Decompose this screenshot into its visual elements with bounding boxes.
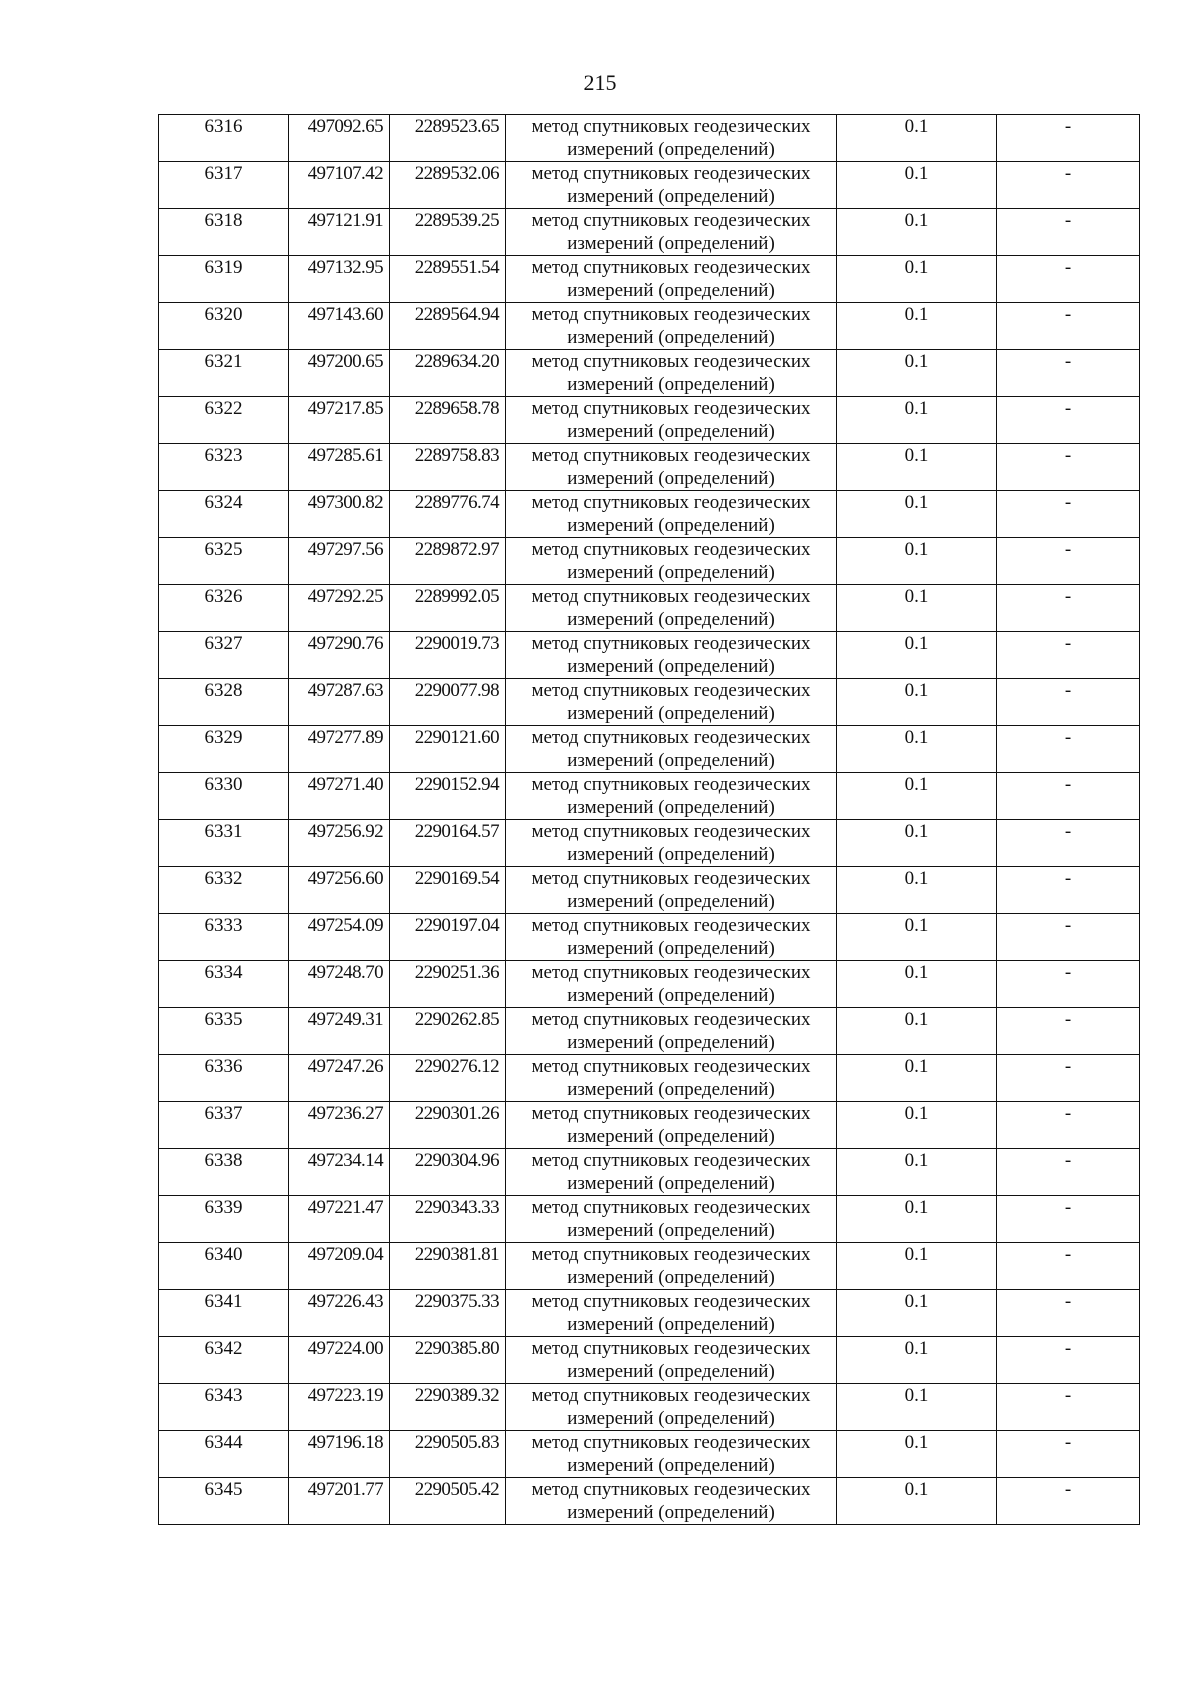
x-coordinate-cell: 497234.14 (289, 1149, 390, 1196)
accuracy-cell: 0.1 (837, 209, 997, 256)
table-row (159, 1337, 1140, 1384)
method-line-2: измерений (определений) (567, 327, 775, 348)
table-row (159, 209, 1140, 256)
point-number-cell: 6345 (159, 1478, 289, 1525)
note-cell: - (997, 1102, 1140, 1149)
y-coordinate-cell: 2289992.05 (390, 585, 506, 632)
x-coordinate-cell: 497107.42 (289, 162, 390, 209)
method-line-1: метод спутниковых геодезических (531, 1338, 811, 1359)
x-coordinate-cell: 497132.95 (289, 256, 390, 303)
x-coordinate-cell: 497092.65 (289, 115, 390, 162)
method-cell (506, 914, 837, 961)
method-line-2: измерений (определений) (567, 1267, 775, 1288)
method-line-1: метод спутниковых геодезических (531, 633, 811, 654)
point-number-cell: 6331 (159, 820, 289, 867)
table-row (159, 1243, 1140, 1290)
note-cell: - (997, 914, 1140, 961)
method-cell (506, 1008, 837, 1055)
note-cell: - (997, 726, 1140, 773)
point-number-cell: 6330 (159, 773, 289, 820)
note-cell: - (997, 1243, 1140, 1290)
x-coordinate-cell: 497209.04 (289, 1243, 390, 1290)
accuracy-cell: 0.1 (837, 726, 997, 773)
note-cell: - (997, 1196, 1140, 1243)
table-row (159, 1008, 1140, 1055)
method-line-2: измерений (определений) (567, 1079, 775, 1100)
accuracy-cell: 0.1 (837, 538, 997, 585)
y-coordinate-cell: 2290389.32 (390, 1384, 506, 1431)
method-cell (506, 444, 837, 491)
point-number-cell: 6320 (159, 303, 289, 350)
note-cell: - (997, 1431, 1140, 1478)
point-number-cell: 6337 (159, 1102, 289, 1149)
accuracy-cell: 0.1 (837, 914, 997, 961)
x-coordinate-cell: 497256.60 (289, 867, 390, 914)
x-coordinate-cell: 497121.91 (289, 209, 390, 256)
note-cell: - (997, 1337, 1140, 1384)
note-cell: - (997, 162, 1140, 209)
method-cell (506, 1337, 837, 1384)
method-cell (506, 679, 837, 726)
method-line-1: метод спутниковых геодезических (531, 351, 811, 372)
method-line-2: измерений (определений) (567, 1173, 775, 1194)
y-coordinate-cell: 2290152.94 (390, 773, 506, 820)
x-coordinate-cell: 497217.85 (289, 397, 390, 444)
accuracy-cell: 0.1 (837, 491, 997, 538)
x-coordinate-cell: 497247.26 (289, 1055, 390, 1102)
method-line-1: метод спутниковых геодезических (531, 680, 811, 701)
note-cell: - (997, 1055, 1140, 1102)
point-number-cell: 6344 (159, 1431, 289, 1478)
method-line-2: измерений (определений) (567, 1408, 775, 1429)
method-line-2: измерений (определений) (567, 280, 775, 301)
note-cell: - (997, 1478, 1140, 1525)
point-number-cell: 6317 (159, 162, 289, 209)
x-coordinate-cell: 497221.47 (289, 1196, 390, 1243)
method-line-2: измерений (определений) (567, 891, 775, 912)
method-line-2: измерений (определений) (567, 515, 775, 536)
method-line-1: метод спутниковых геодезических (531, 1056, 811, 1077)
accuracy-cell: 0.1 (837, 303, 997, 350)
point-number-cell: 6342 (159, 1337, 289, 1384)
point-number-cell: 6324 (159, 491, 289, 538)
method-line-2: измерений (определений) (567, 750, 775, 771)
x-coordinate-cell: 497285.61 (289, 444, 390, 491)
point-number-cell: 6318 (159, 209, 289, 256)
y-coordinate-cell: 2289539.25 (390, 209, 506, 256)
table-row (159, 773, 1140, 820)
method-line-1: метод спутниковых геодезических (531, 1197, 811, 1218)
table-row (159, 820, 1140, 867)
point-number-cell: 6322 (159, 397, 289, 444)
table-row (159, 350, 1140, 397)
method-line-1: метод спутниковых геодезических (531, 962, 811, 983)
method-line-2: измерений (определений) (567, 374, 775, 395)
y-coordinate-cell: 2290301.26 (390, 1102, 506, 1149)
note-cell: - (997, 303, 1140, 350)
table-row (159, 1102, 1140, 1149)
point-number-cell: 6338 (159, 1149, 289, 1196)
method-line-1: метод спутниковых геодезических (531, 821, 811, 842)
note-cell: - (997, 1149, 1140, 1196)
x-coordinate-cell: 497256.92 (289, 820, 390, 867)
method-line-2: измерений (определений) (567, 468, 775, 489)
point-number-cell: 6327 (159, 632, 289, 679)
method-line-2: измерений (определений) (567, 1220, 775, 1241)
y-coordinate-cell: 2289872.97 (390, 538, 506, 585)
accuracy-cell: 0.1 (837, 350, 997, 397)
table-row (159, 1478, 1140, 1525)
table-row (159, 632, 1140, 679)
y-coordinate-cell: 2289634.20 (390, 350, 506, 397)
method-line-1: метод спутниковых геодезических (531, 868, 811, 889)
table-row (159, 538, 1140, 585)
note-cell: - (997, 350, 1140, 397)
table-row (159, 961, 1140, 1008)
method-line-1: метод спутниковых геодезических (531, 727, 811, 748)
method-cell (506, 1055, 837, 1102)
y-coordinate-cell: 2289658.78 (390, 397, 506, 444)
table-row (159, 1196, 1140, 1243)
method-cell (506, 867, 837, 914)
point-number-cell: 6336 (159, 1055, 289, 1102)
x-coordinate-cell: 497200.65 (289, 350, 390, 397)
method-cell (506, 256, 837, 303)
table-row (159, 1149, 1140, 1196)
method-cell (506, 397, 837, 444)
method-line-2: измерений (определений) (567, 844, 775, 865)
x-coordinate-cell: 497248.70 (289, 961, 390, 1008)
x-coordinate-cell: 497223.19 (289, 1384, 390, 1431)
method-line-2: измерений (определений) (567, 1126, 775, 1147)
y-coordinate-cell: 2290381.81 (390, 1243, 506, 1290)
table-row (159, 726, 1140, 773)
x-coordinate-cell: 497300.82 (289, 491, 390, 538)
method-line-2: измерений (определений) (567, 938, 775, 959)
accuracy-cell: 0.1 (837, 679, 997, 726)
table-row (159, 491, 1140, 538)
note-cell: - (997, 444, 1140, 491)
note-cell: - (997, 867, 1140, 914)
note-cell: - (997, 961, 1140, 1008)
method-cell (506, 726, 837, 773)
method-cell (506, 1290, 837, 1337)
y-coordinate-cell: 2290385.80 (390, 1337, 506, 1384)
point-number-cell: 6321 (159, 350, 289, 397)
y-coordinate-cell: 2290262.85 (390, 1008, 506, 1055)
point-number-cell: 6340 (159, 1243, 289, 1290)
accuracy-cell: 0.1 (837, 1008, 997, 1055)
accuracy-cell: 0.1 (837, 256, 997, 303)
x-coordinate-cell: 497143.60 (289, 303, 390, 350)
page-number: 215 (583, 70, 617, 95)
table-row (159, 397, 1140, 444)
accuracy-cell: 0.1 (837, 1431, 997, 1478)
table-row (159, 1055, 1140, 1102)
accuracy-cell: 0.1 (837, 585, 997, 632)
accuracy-cell: 0.1 (837, 961, 997, 1008)
method-line-2: измерений (определений) (567, 562, 775, 583)
method-line-1: метод спутниковых геодезических (531, 116, 811, 137)
point-number-cell: 6341 (159, 1290, 289, 1337)
method-line-1: метод спутниковых геодезических (531, 1150, 811, 1171)
note-cell: - (997, 632, 1140, 679)
note-cell: - (997, 1290, 1140, 1337)
note-cell: - (997, 773, 1140, 820)
y-coordinate-cell: 2289564.94 (390, 303, 506, 350)
note-cell: - (997, 209, 1140, 256)
accuracy-cell: 0.1 (837, 1290, 997, 1337)
method-line-1: метод спутниковых геодезических (531, 257, 811, 278)
y-coordinate-cell: 2290197.04 (390, 914, 506, 961)
method-cell (506, 1384, 837, 1431)
y-coordinate-cell: 2290077.98 (390, 679, 506, 726)
accuracy-cell: 0.1 (837, 397, 997, 444)
x-coordinate-cell: 497254.09 (289, 914, 390, 961)
method-line-1: метод спутниковых геодезических (531, 774, 811, 795)
accuracy-cell: 0.1 (837, 867, 997, 914)
method-line-1: метод спутниковых геодезических (531, 1479, 811, 1500)
table-row (159, 444, 1140, 491)
method-line-2: измерений (определений) (567, 703, 775, 724)
method-line-2: измерений (определений) (567, 797, 775, 818)
method-cell (506, 491, 837, 538)
accuracy-cell: 0.1 (837, 1337, 997, 1384)
accuracy-cell: 0.1 (837, 632, 997, 679)
x-coordinate-cell: 497297.56 (289, 538, 390, 585)
y-coordinate-cell: 2289551.54 (390, 256, 506, 303)
note-cell: - (997, 115, 1140, 162)
y-coordinate-cell: 2289758.83 (390, 444, 506, 491)
table-body (159, 115, 1140, 1525)
method-cell (506, 538, 837, 585)
y-coordinate-cell: 2290164.57 (390, 820, 506, 867)
accuracy-cell: 0.1 (837, 162, 997, 209)
x-coordinate-cell: 497277.89 (289, 726, 390, 773)
y-coordinate-cell: 2289532.06 (390, 162, 506, 209)
accuracy-cell: 0.1 (837, 444, 997, 491)
x-coordinate-cell: 497271.40 (289, 773, 390, 820)
method-cell (506, 1478, 837, 1525)
method-cell (506, 115, 837, 162)
method-line-1: метод спутниковых геодезических (531, 1291, 811, 1312)
point-number-cell: 6316 (159, 115, 289, 162)
method-line-2: измерений (определений) (567, 139, 775, 160)
y-coordinate-cell: 2290251.36 (390, 961, 506, 1008)
note-cell: - (997, 256, 1140, 303)
note-cell: - (997, 397, 1140, 444)
method-line-1: метод спутниковых геодезических (531, 539, 811, 560)
accuracy-cell: 0.1 (837, 1196, 997, 1243)
method-line-2: измерений (определений) (567, 1032, 775, 1053)
x-coordinate-cell: 497201.77 (289, 1478, 390, 1525)
method-line-1: метод спутниковых геодезических (531, 210, 811, 231)
table-row (159, 1384, 1140, 1431)
method-line-2: измерений (определений) (567, 186, 775, 207)
y-coordinate-cell: 2289776.74 (390, 491, 506, 538)
table-row (159, 585, 1140, 632)
table-row (159, 914, 1140, 961)
method-line-1: метод спутниковых геодезических (531, 586, 811, 607)
x-coordinate-cell: 497226.43 (289, 1290, 390, 1337)
method-line-2: измерений (определений) (567, 985, 775, 1006)
y-coordinate-cell: 2290343.33 (390, 1196, 506, 1243)
table-row (159, 679, 1140, 726)
accuracy-cell: 0.1 (837, 1243, 997, 1290)
method-cell (506, 350, 837, 397)
point-number-cell: 6334 (159, 961, 289, 1008)
table-row (159, 115, 1140, 162)
accuracy-cell: 0.1 (837, 1055, 997, 1102)
accuracy-cell: 0.1 (837, 1149, 997, 1196)
accuracy-cell: 0.1 (837, 773, 997, 820)
method-line-1: метод спутниковых геодезических (531, 492, 811, 513)
method-line-1: метод спутниковых геодезических (531, 915, 811, 936)
accuracy-cell: 0.1 (837, 820, 997, 867)
y-coordinate-cell: 2290304.96 (390, 1149, 506, 1196)
method-line-2: измерений (определений) (567, 1455, 775, 1476)
point-number-cell: 6335 (159, 1008, 289, 1055)
table-row (159, 256, 1140, 303)
y-coordinate-cell: 2290276.12 (390, 1055, 506, 1102)
note-cell: - (997, 679, 1140, 726)
point-number-cell: 6343 (159, 1384, 289, 1431)
method-line-1: метод спутниковых геодезических (531, 1244, 811, 1265)
x-coordinate-cell: 497290.76 (289, 632, 390, 679)
point-number-cell: 6325 (159, 538, 289, 585)
y-coordinate-cell: 2290505.83 (390, 1431, 506, 1478)
y-coordinate-cell: 2290121.60 (390, 726, 506, 773)
note-cell: - (997, 585, 1140, 632)
x-coordinate-cell: 497292.25 (289, 585, 390, 632)
point-number-cell: 6323 (159, 444, 289, 491)
method-cell (506, 209, 837, 256)
method-cell (506, 632, 837, 679)
note-cell: - (997, 820, 1140, 867)
coordinates-table (158, 114, 1140, 1525)
method-line-2: измерений (определений) (567, 1502, 775, 1523)
method-line-1: метод спутниковых геодезических (531, 1103, 811, 1124)
accuracy-cell: 0.1 (837, 1102, 997, 1149)
method-line-2: измерений (определений) (567, 609, 775, 630)
x-coordinate-cell: 497236.27 (289, 1102, 390, 1149)
method-cell (506, 1149, 837, 1196)
method-line-1: метод спутниковых геодезических (531, 304, 811, 325)
accuracy-cell: 0.1 (837, 1478, 997, 1525)
method-line-2: измерений (определений) (567, 656, 775, 677)
method-line-2: измерений (определений) (567, 1361, 775, 1382)
y-coordinate-cell: 2290019.73 (390, 632, 506, 679)
note-cell: - (997, 538, 1140, 585)
method-line-1: метод спутниковых геодезических (531, 163, 811, 184)
method-line-2: измерений (определений) (567, 1314, 775, 1335)
method-cell (506, 773, 837, 820)
method-cell (506, 820, 837, 867)
note-cell: - (997, 491, 1140, 538)
x-coordinate-cell: 497196.18 (289, 1431, 390, 1478)
method-line-1: метод спутниковых геодезических (531, 445, 811, 466)
x-coordinate-cell: 497249.31 (289, 1008, 390, 1055)
table-row (159, 162, 1140, 209)
point-number-cell: 6333 (159, 914, 289, 961)
table-row (159, 867, 1140, 914)
method-line-2: измерений (определений) (567, 233, 775, 254)
method-cell (506, 1196, 837, 1243)
point-number-cell: 6319 (159, 256, 289, 303)
accuracy-cell: 0.1 (837, 115, 997, 162)
table-row (159, 1431, 1140, 1478)
method-line-2: измерений (определений) (567, 421, 775, 442)
method-line-1: метод спутниковых геодезических (531, 398, 811, 419)
x-coordinate-cell: 497224.00 (289, 1337, 390, 1384)
note-cell: - (997, 1008, 1140, 1055)
method-cell (506, 162, 837, 209)
y-coordinate-cell: 2289523.65 (390, 115, 506, 162)
method-line-1: метод спутниковых геодезических (531, 1432, 811, 1453)
table-row (159, 1290, 1140, 1337)
y-coordinate-cell: 2290505.42 (390, 1478, 506, 1525)
point-number-cell: 6326 (159, 585, 289, 632)
method-cell (506, 1431, 837, 1478)
y-coordinate-cell: 2290169.54 (390, 867, 506, 914)
method-cell (506, 961, 837, 1008)
point-number-cell: 6328 (159, 679, 289, 726)
point-number-cell: 6329 (159, 726, 289, 773)
note-cell: - (997, 1384, 1140, 1431)
accuracy-cell: 0.1 (837, 1384, 997, 1431)
x-coordinate-cell: 497287.63 (289, 679, 390, 726)
method-cell (506, 303, 837, 350)
method-cell (506, 585, 837, 632)
y-coordinate-cell: 2290375.33 (390, 1290, 506, 1337)
table-row (159, 303, 1140, 350)
point-number-cell: 6332 (159, 867, 289, 914)
method-cell (506, 1102, 837, 1149)
method-line-1: метод спутниковых геодезических (531, 1385, 811, 1406)
point-number-cell: 6339 (159, 1196, 289, 1243)
method-line-1: метод спутниковых геодезических (531, 1009, 811, 1030)
method-cell (506, 1243, 837, 1290)
